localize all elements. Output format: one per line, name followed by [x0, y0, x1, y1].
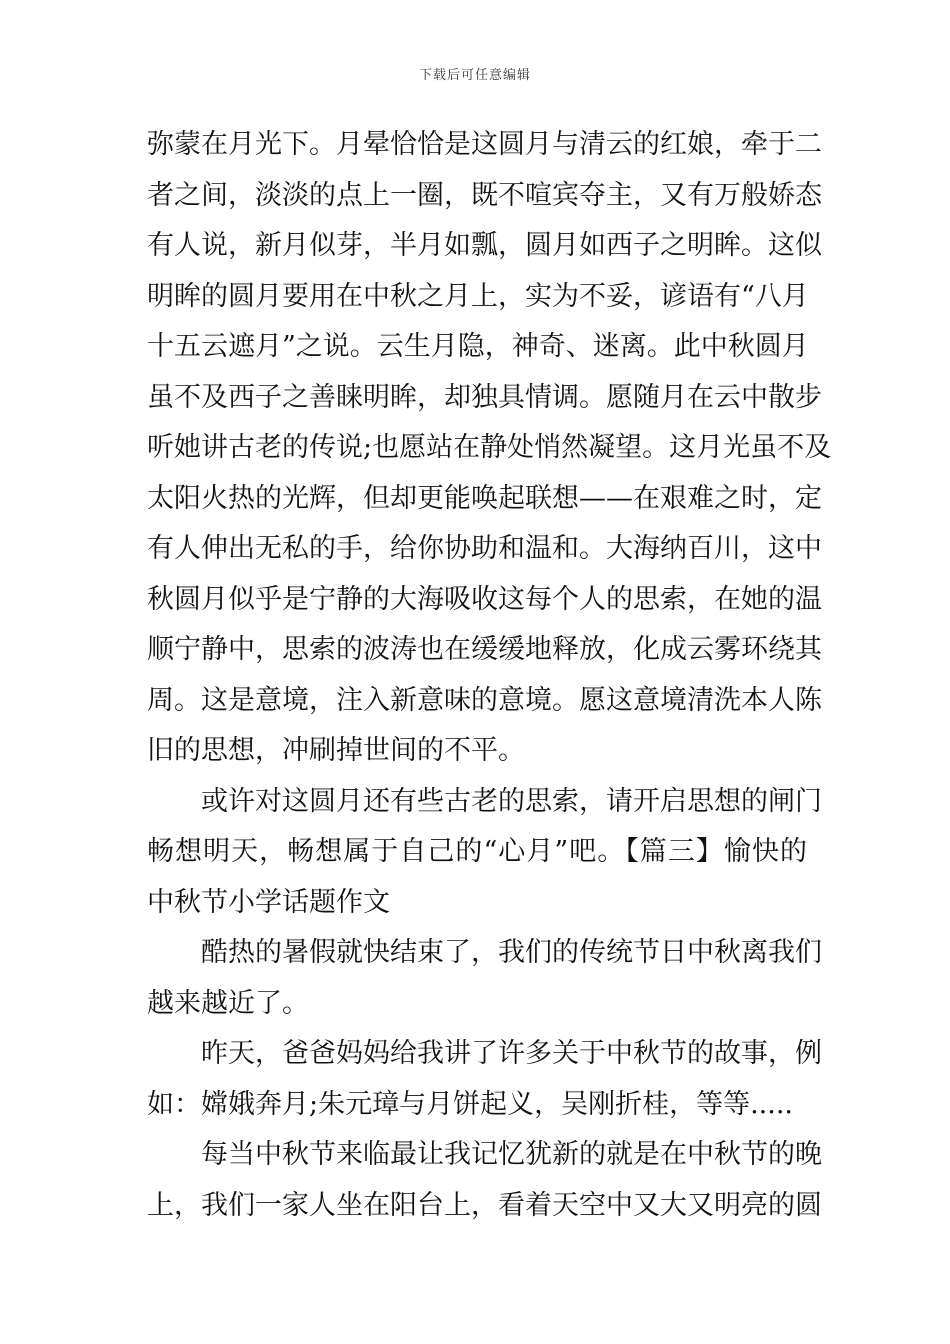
text-line: 每当中秋节来临最让我记忆犹新的就是在中秋节的晚 — [201, 1139, 822, 1170]
text-line: 或许对这圆月还有些古老的思索，请开启思想的闸门 — [201, 785, 822, 817]
text-line: 旧的思想，冲刷掉世间的不平。 — [147, 735, 525, 766]
text-line: 顺宁静中，思索的波涛也在缓缓地释放，化成云雾环绕其 — [147, 634, 822, 665]
page-header: 下载后可任意编辑 — [418, 68, 531, 83]
text-line: 酷热的暑假就快结束了，我们的传统节日中秋离我们 — [201, 937, 822, 968]
text-line: 上，我们一家人坐在阳台上，看着天空中又大又明亮的圆 — [147, 1189, 822, 1221]
text-line: 周。这是意境，注入新意味的意境。愿这意境清洗本人陈 — [147, 684, 822, 716]
text-line: 昨天，爸爸妈妈给我讲了许多关于中秋节的故事，例 — [201, 1038, 822, 1069]
text-line: 如：嫦娥奔月;朱元璋与月饼起义，吴刚折桂，等等..... — [147, 1088, 794, 1120]
text-line: 越来越近了。 — [147, 987, 309, 1019]
text-line: 有人伸出无私的手，给你协助和温和。大海纳百川，这中 — [147, 533, 822, 564]
document-body — [147, 120, 832, 1231]
text-line: 有人说，新月似芽，半月如瓢，圆月如西子之明眸。这似 — [147, 230, 822, 261]
text-line: 听她讲古老的传说;也愿站在静处悄然凝望。这月光虽不及 — [147, 432, 832, 463]
text-line: 十五云遮月”之说。云生月隐，神奇、迷离。此中秋圆月 — [147, 331, 809, 362]
text-line: 畅想明天，畅想属于自己的“心月”吧。【篇三】愉快的 — [147, 836, 807, 867]
text-line: 弥蒙在月光下。月晕恰恰是这圆月与清云的红娘，牵于二 — [147, 129, 822, 160]
text-line: 中秋节小学话题作文 — [147, 886, 390, 918]
text-line: 太阳火热的光辉，但却更能唤起联想——在艰难之时，定 — [147, 482, 822, 514]
text-line: 明眸的圆月要用在中秋之月上，实为不妥，谚语有“八月 — [147, 280, 809, 312]
text-line: 秋圆月似乎是宁静的大海吸收这每个人的思索，在她的温 — [147, 583, 822, 615]
text-line: 虽不及西子之善睐明眸，却独具情调。愿随月在云中散步 — [147, 381, 822, 413]
text-line: 者之间，淡淡的点上一圈，既不喧宾夺主，又有万般娇态 — [147, 179, 822, 211]
